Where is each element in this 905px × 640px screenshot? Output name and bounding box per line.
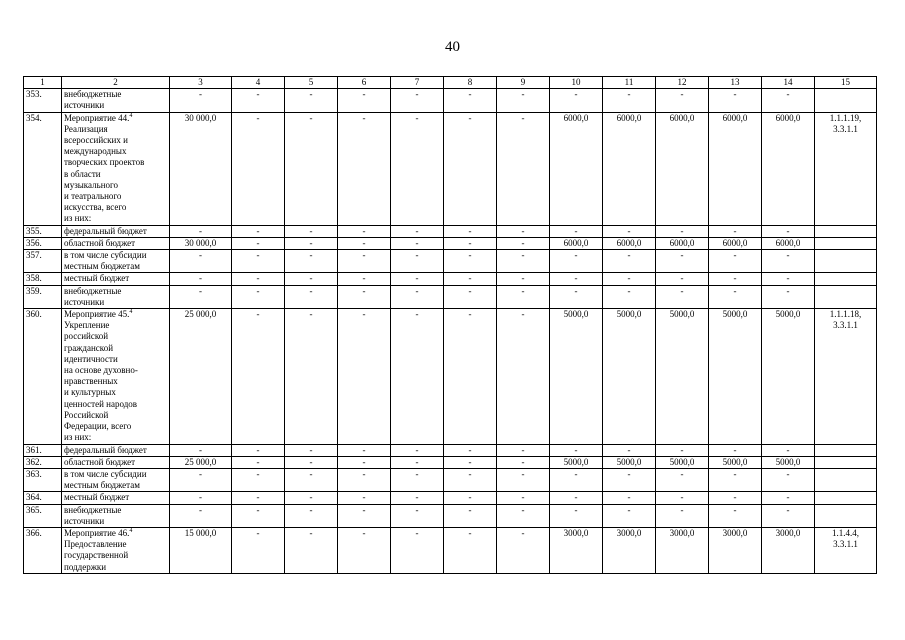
value-cell: - <box>232 492 285 504</box>
value-cell: - <box>762 504 815 527</box>
page-number: 40 <box>445 39 460 55</box>
value-cell: - <box>603 468 656 491</box>
value-cell: - <box>656 273 709 285</box>
value-cell: - <box>338 492 391 504</box>
value-cell: - <box>656 285 709 308</box>
table-row <box>24 504 877 527</box>
value-cell: - <box>444 309 497 444</box>
value-cell: - <box>285 273 338 285</box>
value-cell: - <box>444 504 497 527</box>
row-number: 366. <box>24 527 62 573</box>
table-row <box>24 309 877 444</box>
value-cell: - <box>497 527 550 573</box>
value-cell: - <box>762 250 815 273</box>
value-cell: - <box>338 468 391 491</box>
table-row <box>24 112 877 225</box>
value-cell: - <box>232 112 285 225</box>
value-cell: 5000,0 <box>656 456 709 468</box>
value-cell: - <box>338 89 391 112</box>
value-cell: 3000,0 <box>762 527 815 573</box>
value-cell: - <box>232 468 285 491</box>
value-cell: - <box>285 225 338 237</box>
value-cell: - <box>762 444 815 456</box>
footnote-marker: 4 <box>129 112 133 119</box>
value-cell: - <box>232 456 285 468</box>
indicator-code-cell <box>815 492 877 504</box>
value-cell: - <box>603 492 656 504</box>
row-name-continuation: Укрепление российской гражданской идентичности на основе духовно- нравственных и культурных ценностей народов Российской Федерации, всего из них: <box>64 320 138 443</box>
value-cell: - <box>709 504 762 527</box>
value-cell: - <box>170 89 232 112</box>
value-cell: 6000,0 <box>603 112 656 225</box>
value-cell: - <box>550 273 603 285</box>
indicator-code-cell: 1.1.1.18, 3.3.1.1 <box>815 309 877 444</box>
column-header: 13 <box>709 77 762 89</box>
value-cell: - <box>391 89 444 112</box>
value-cell: - <box>391 112 444 225</box>
value-cell: - <box>497 504 550 527</box>
value-cell: - <box>550 504 603 527</box>
indicator-code-cell: 1.1.4.4, 3.3.1.1 <box>815 527 877 573</box>
value-cell: - <box>232 225 285 237</box>
value-cell: - <box>285 468 338 491</box>
row-name-text: федеральный бюджет <box>64 225 147 236</box>
value-cell: - <box>232 285 285 308</box>
value-cell: - <box>603 273 656 285</box>
value-cell: - <box>391 273 444 285</box>
value-cell: 6000,0 <box>656 237 709 249</box>
value-cell: 3000,0 <box>603 527 656 573</box>
value-cell: 30 000,0 <box>170 237 232 249</box>
row-number: 356. <box>24 237 62 249</box>
value-cell: - <box>170 273 232 285</box>
value-cell: - <box>709 89 762 112</box>
indicator-code-cell <box>815 89 877 112</box>
column-header: 4 <box>232 77 285 89</box>
value-cell: - <box>656 89 709 112</box>
row-name <box>62 89 170 112</box>
value-cell: 5000,0 <box>762 309 815 444</box>
value-cell: - <box>170 492 232 504</box>
value-cell: - <box>391 444 444 456</box>
row-name-text: областной бюджет <box>64 237 136 248</box>
column-header: 5 <box>285 77 338 89</box>
value-cell: 6000,0 <box>762 112 815 225</box>
table-row <box>24 444 877 456</box>
value-cell: 5000,0 <box>656 309 709 444</box>
row-name <box>62 504 170 527</box>
value-cell: - <box>338 504 391 527</box>
value-cell: - <box>338 527 391 573</box>
value-cell: - <box>444 527 497 573</box>
value-cell: - <box>497 112 550 225</box>
row-name-text: областной бюджет <box>64 456 136 467</box>
row-name <box>62 444 170 456</box>
indicator-code-cell <box>815 444 877 456</box>
indicator-code-cell <box>815 468 877 491</box>
value-cell: - <box>391 504 444 527</box>
value-cell: - <box>285 504 338 527</box>
table-row <box>24 527 877 573</box>
value-cell: - <box>338 285 391 308</box>
value-cell: - <box>709 468 762 491</box>
footnote-marker: 4 <box>129 309 133 316</box>
value-cell: - <box>762 273 815 285</box>
value-cell: - <box>338 225 391 237</box>
table-row <box>24 492 877 504</box>
value-cell: 5000,0 <box>709 456 762 468</box>
value-cell: - <box>762 492 815 504</box>
value-cell: - <box>603 89 656 112</box>
row-name-text: в том числе субсидии местным бюджетам <box>64 250 147 272</box>
value-cell: - <box>709 273 762 285</box>
value-cell: - <box>709 225 762 237</box>
table-row <box>24 250 877 273</box>
value-cell: - <box>603 285 656 308</box>
value-cell: - <box>338 309 391 444</box>
row-name-text: местный бюджет <box>64 492 130 503</box>
indicator-code-cell <box>815 225 877 237</box>
value-cell: 5000,0 <box>762 456 815 468</box>
value-cell: - <box>603 504 656 527</box>
value-cell: - <box>550 89 603 112</box>
value-cell: - <box>232 273 285 285</box>
row-name <box>62 492 170 504</box>
value-cell: - <box>497 309 550 444</box>
value-cell: - <box>550 468 603 491</box>
value-cell: - <box>444 225 497 237</box>
value-cell: - <box>170 504 232 527</box>
value-cell: 3000,0 <box>656 527 709 573</box>
row-name-continuation: Предоставление государственной поддержки <box>64 539 129 572</box>
row-name <box>62 456 170 468</box>
table-row <box>24 273 877 285</box>
row-name-text: федеральный бюджет <box>64 444 147 455</box>
value-cell: - <box>444 237 497 249</box>
row-number: 365. <box>24 504 62 527</box>
value-cell: - <box>232 237 285 249</box>
table-row <box>24 468 877 491</box>
value-cell: - <box>232 250 285 273</box>
indicator-code-cell <box>815 504 877 527</box>
value-cell: - <box>338 273 391 285</box>
value-cell: - <box>656 504 709 527</box>
column-header: 3 <box>170 77 232 89</box>
value-cell: - <box>444 250 497 273</box>
value-cell: - <box>762 89 815 112</box>
value-cell: - <box>285 444 338 456</box>
column-header: 8 <box>444 77 497 89</box>
value-cell: 5000,0 <box>550 309 603 444</box>
column-header: 2 <box>62 77 170 89</box>
value-cell: - <box>656 225 709 237</box>
value-cell: 6000,0 <box>762 237 815 249</box>
value-cell: - <box>444 112 497 225</box>
table-row <box>24 89 877 112</box>
value-cell: - <box>170 468 232 491</box>
row-name <box>62 527 170 573</box>
value-cell: - <box>391 237 444 249</box>
column-header: 7 <box>391 77 444 89</box>
value-cell: - <box>232 504 285 527</box>
value-cell: - <box>285 492 338 504</box>
value-cell: 6000,0 <box>709 237 762 249</box>
indicator-code-cell <box>815 237 877 249</box>
value-cell: - <box>170 225 232 237</box>
value-cell: - <box>391 309 444 444</box>
value-cell: - <box>709 444 762 456</box>
row-name <box>62 250 170 273</box>
value-cell: - <box>497 285 550 308</box>
indicator-code-cell <box>815 250 877 273</box>
value-cell: - <box>285 527 338 573</box>
value-cell: - <box>497 468 550 491</box>
indicator-code-cell <box>815 285 877 308</box>
value-cell: - <box>338 444 391 456</box>
value-cell: - <box>391 468 444 491</box>
value-cell: 6000,0 <box>550 112 603 225</box>
value-cell: - <box>232 89 285 112</box>
row-number: 359. <box>24 285 62 308</box>
row-number: 364. <box>24 492 62 504</box>
value-cell: - <box>232 309 285 444</box>
value-cell: 30 000,0 <box>170 112 232 225</box>
row-name-text: местный бюджет <box>64 273 130 284</box>
value-cell: - <box>391 250 444 273</box>
value-cell: 5000,0 <box>709 309 762 444</box>
value-cell: - <box>285 237 338 249</box>
value-cell: - <box>550 225 603 237</box>
value-cell: - <box>338 456 391 468</box>
value-cell: - <box>762 225 815 237</box>
value-cell: - <box>285 285 338 308</box>
value-cell: - <box>444 273 497 285</box>
value-cell: - <box>170 444 232 456</box>
value-cell: - <box>338 112 391 225</box>
column-header: 11 <box>603 77 656 89</box>
value-cell: - <box>550 444 603 456</box>
indicator-code-cell <box>815 456 877 468</box>
table-row <box>24 456 877 468</box>
value-cell: - <box>550 492 603 504</box>
row-name-text: Мероприятие 45. <box>64 309 130 320</box>
value-cell: - <box>497 492 550 504</box>
value-cell: 6000,0 <box>709 112 762 225</box>
value-cell: - <box>444 468 497 491</box>
value-cell: - <box>444 89 497 112</box>
value-cell: - <box>444 492 497 504</box>
value-cell: - <box>656 444 709 456</box>
row-number: 355. <box>24 225 62 237</box>
footnote-marker: 4 <box>129 527 133 534</box>
value-cell: - <box>285 309 338 444</box>
column-header: 6 <box>338 77 391 89</box>
value-cell: 15 000,0 <box>170 527 232 573</box>
row-name-text: внебюджетные источники <box>64 285 122 307</box>
value-cell: - <box>285 250 338 273</box>
value-cell: - <box>656 492 709 504</box>
column-header: 1 <box>24 77 62 89</box>
value-cell: - <box>656 250 709 273</box>
value-cell: - <box>391 492 444 504</box>
row-name-text: Мероприятие 44. <box>64 112 130 123</box>
value-cell: - <box>170 285 232 308</box>
value-cell: - <box>391 285 444 308</box>
value-cell: - <box>603 444 656 456</box>
value-cell: - <box>603 250 656 273</box>
row-name <box>62 309 170 444</box>
value-cell: - <box>497 456 550 468</box>
row-number: 362. <box>24 456 62 468</box>
value-cell: - <box>550 285 603 308</box>
row-name-continuation: Реализация всероссийских и международных творческих проектов в области музыкального и театрального искусства, всего из них: <box>64 123 145 224</box>
row-number: 354. <box>24 112 62 225</box>
column-header: 9 <box>497 77 550 89</box>
row-name-text: в том числе субсидии местным бюджетам <box>64 468 147 491</box>
table-row <box>24 285 877 308</box>
value-cell: - <box>444 444 497 456</box>
value-cell: - <box>444 456 497 468</box>
row-name <box>62 225 170 237</box>
value-cell: 25 000,0 <box>170 456 232 468</box>
value-cell: - <box>232 444 285 456</box>
row-name <box>62 273 170 285</box>
table-row <box>24 225 877 237</box>
value-cell: - <box>497 250 550 273</box>
indicator-code-cell <box>815 273 877 285</box>
row-name <box>62 112 170 225</box>
value-cell: - <box>709 492 762 504</box>
value-cell: 25 000,0 <box>170 309 232 444</box>
value-cell: 3000,0 <box>709 527 762 573</box>
value-cell: - <box>497 444 550 456</box>
indicator-code-cell: 1.1.1.19, 3.3.1.1 <box>815 112 877 225</box>
value-cell: - <box>762 468 815 491</box>
value-cell: - <box>170 250 232 273</box>
column-header: 12 <box>656 77 709 89</box>
value-cell: - <box>391 456 444 468</box>
value-cell: - <box>497 225 550 237</box>
value-cell: - <box>762 285 815 308</box>
value-cell: - <box>497 89 550 112</box>
value-cell: - <box>497 273 550 285</box>
row-name-text: внебюджетные источники <box>64 504 122 526</box>
value-cell: - <box>550 250 603 273</box>
value-cell: - <box>497 237 550 249</box>
value-cell: - <box>603 225 656 237</box>
row-number: 357. <box>24 250 62 273</box>
value-cell: - <box>285 456 338 468</box>
value-cell: - <box>232 527 285 573</box>
row-name <box>62 237 170 249</box>
value-cell: - <box>338 250 391 273</box>
column-header: 14 <box>762 77 815 89</box>
value-cell: - <box>709 285 762 308</box>
row-number: 363. <box>24 468 62 491</box>
value-cell: 3000,0 <box>550 527 603 573</box>
column-header: 15 <box>815 77 877 89</box>
row-name-text: Мероприятие 46. <box>64 527 130 538</box>
row-number: 358. <box>24 273 62 285</box>
value-cell: 6000,0 <box>656 112 709 225</box>
value-cell: 5000,0 <box>603 309 656 444</box>
table-row <box>24 237 877 249</box>
row-number: 360. <box>24 309 62 444</box>
value-cell: 5000,0 <box>603 456 656 468</box>
value-cell: - <box>709 250 762 273</box>
row-number: 353. <box>24 89 62 112</box>
value-cell: - <box>391 225 444 237</box>
column-header: 10 <box>550 77 603 89</box>
value-cell: - <box>656 468 709 491</box>
header-row <box>24 77 877 89</box>
value-cell: - <box>285 89 338 112</box>
value-cell: - <box>444 285 497 308</box>
value-cell: 6000,0 <box>550 237 603 249</box>
value-cell: - <box>391 527 444 573</box>
budget-table <box>23 76 877 574</box>
row-name <box>62 468 170 491</box>
row-name-text: внебюджетные источники <box>64 89 122 111</box>
value-cell: 6000,0 <box>603 237 656 249</box>
value-cell: - <box>285 112 338 225</box>
value-cell: - <box>338 237 391 249</box>
row-name <box>62 285 170 308</box>
row-number: 361. <box>24 444 62 456</box>
value-cell: 5000,0 <box>550 456 603 468</box>
